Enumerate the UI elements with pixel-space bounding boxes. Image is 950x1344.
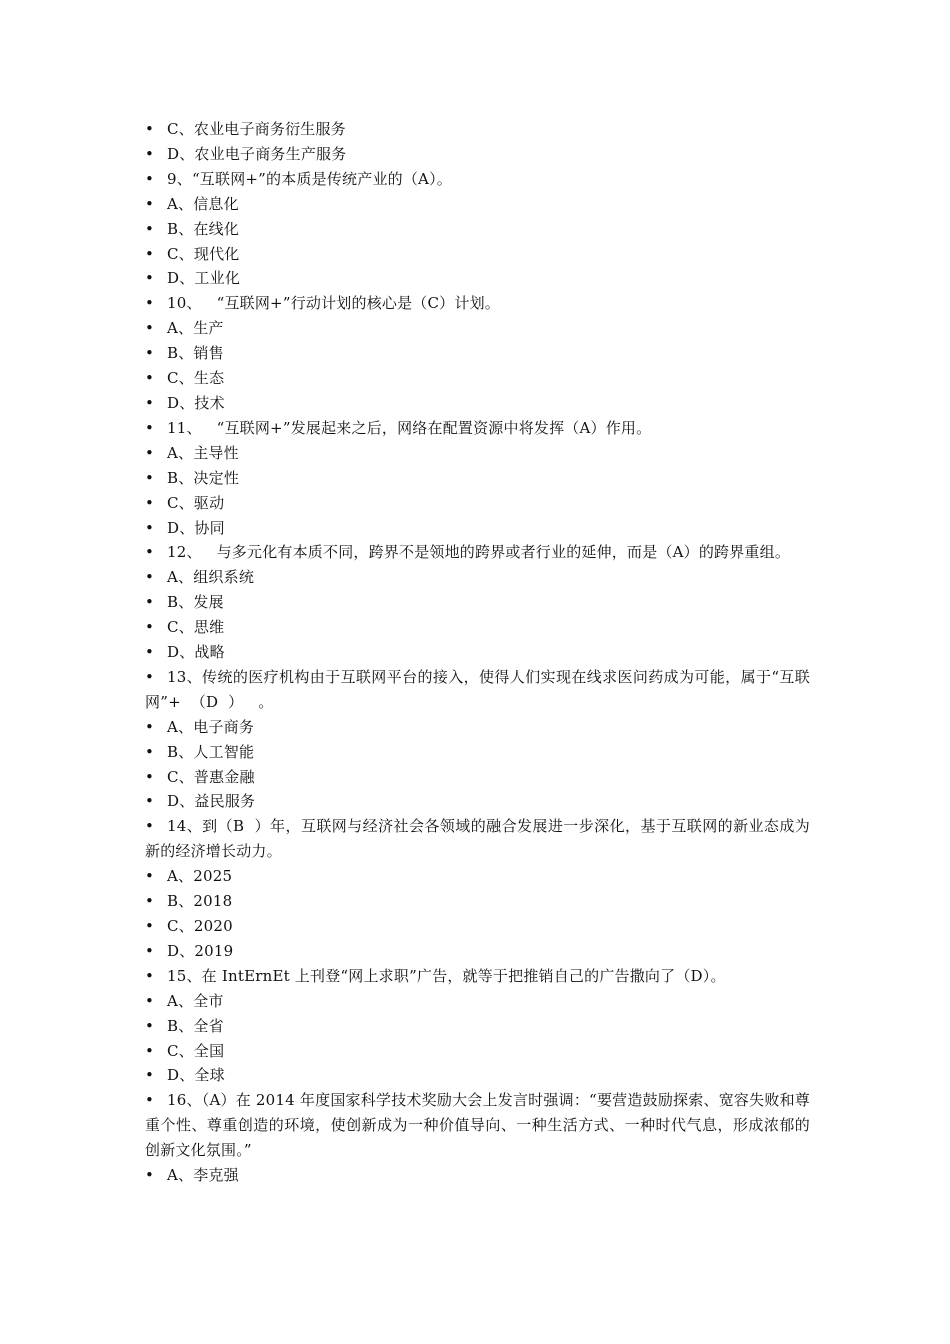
list-item: • B、在线化 xyxy=(145,217,810,242)
list-item: • D、战略 xyxy=(145,640,810,665)
list-item: • B、2018 xyxy=(145,889,810,914)
list-item: • A、全市 xyxy=(145,989,810,1014)
bullet-icon: • xyxy=(145,618,155,637)
bullet-icon: • xyxy=(145,393,155,412)
bullet-icon: • xyxy=(145,443,155,462)
list-item: • C、驱动 xyxy=(145,491,810,516)
bullet-icon: • xyxy=(145,1166,155,1185)
list-item: • C、普惠金融 xyxy=(145,765,810,790)
list-item: • 14、到（B ）年，互联网与经济社会各领域的融合发展进一步深化，基于互联网的新业态成为新的经济增长动力。 xyxy=(145,814,810,864)
bullet-icon: • xyxy=(145,144,155,163)
bullet-icon: • xyxy=(145,344,155,363)
list-item: • 15、在 IntErnEt 上刊登“网上求职”广告，就等于把推销自己的广告撒向了（D）。 xyxy=(145,964,810,989)
bullet-icon: • xyxy=(145,169,155,188)
bullet-icon: • xyxy=(145,369,155,388)
list-item: • 10、 “互联网+”行动计划的核心是（C）计划。 xyxy=(145,291,810,316)
bullet-icon: • xyxy=(145,518,155,537)
bullet-icon: • xyxy=(145,867,155,886)
bullet-icon: • xyxy=(145,966,155,985)
bullet-icon: • xyxy=(145,418,155,437)
bullet-icon: • xyxy=(145,194,155,213)
bullet-icon: • xyxy=(145,991,155,1010)
bullet-icon: • xyxy=(145,1091,155,1110)
list-item: • B、人工智能 xyxy=(145,740,810,765)
bullet-icon: • xyxy=(145,1066,155,1085)
bullet-icon: • xyxy=(145,667,155,686)
list-item: • 16、（A）在 2014 年度国家科学技术奖励大会上发言时强调：“要营造鼓励探索、宽容失败和尊重个性、尊重创造的环境，使创新成为一种价值导向、一种生活方式、一种时代气息，形成浓郁的创新文化氛围。” xyxy=(145,1088,810,1163)
bullet-icon: • xyxy=(145,767,155,786)
list-item: • 13、传统的医疗机构由于互联网平台的接入，使得人们实现在线求医问药成为可能，属于“互联网”+ （D ） 。 xyxy=(145,665,810,715)
bullet-icon: • xyxy=(145,294,155,313)
bullet-icon: • xyxy=(145,568,155,587)
list-item: • A、主导性 xyxy=(145,441,810,466)
bullet-icon: • xyxy=(145,319,155,338)
list-item: • C、全国 xyxy=(145,1039,810,1064)
bullet-icon: • xyxy=(145,269,155,288)
list-item: • 9、“互联网+”的本质是传统产业的（A）。 xyxy=(145,167,810,192)
list-item: • D、益民服务 xyxy=(145,789,810,814)
bullet-icon: • xyxy=(145,917,155,935)
bullet-icon: • xyxy=(145,742,155,761)
list-item: • D、技术 xyxy=(145,391,810,416)
bullet-icon: • xyxy=(145,219,155,238)
list-item: • C、思维 xyxy=(145,615,810,640)
list-item: • D、全球 xyxy=(145,1063,810,1088)
list-item: • B、全省 xyxy=(145,1014,810,1039)
list-item: • D、协同 xyxy=(145,516,810,541)
bullet-icon: • xyxy=(145,468,155,487)
list-item: • A、组织系统 xyxy=(145,565,810,590)
list-item: • B、决定性 xyxy=(145,466,810,491)
bullet-icon: • xyxy=(145,244,155,263)
bullet-icon: • xyxy=(145,493,155,512)
bullet-icon: • xyxy=(145,941,155,960)
bullet-icon: • xyxy=(145,1041,155,1060)
bullet-icon: • xyxy=(145,543,155,562)
bullet-icon: • xyxy=(145,1016,155,1035)
list-item: • C、现代化 xyxy=(145,242,810,267)
list-item: • D、2019 xyxy=(145,939,810,964)
list-item: • D、工业化 xyxy=(145,266,810,291)
bullet-icon: • xyxy=(145,643,155,662)
bullet-icon: • xyxy=(145,817,155,836)
list-item: • C、农业电子商务衍生服务 xyxy=(145,117,810,142)
bullet-icon: • xyxy=(145,892,155,911)
bullet-icon: • xyxy=(145,120,155,138)
list-item: • A、2025 xyxy=(145,864,810,889)
list-item: • 12、 与多元化有本质不同，跨界不是领地的跨界或者行业的延伸，而是（A）的跨界重组。 xyxy=(145,540,810,565)
bullet-icon: • xyxy=(145,593,155,612)
list-item: • A、李克强 xyxy=(145,1163,810,1188)
bullet-icon: • xyxy=(145,792,155,811)
list-item: • A、电子商务 xyxy=(145,715,810,740)
list-item: • A、生产 xyxy=(145,316,810,341)
list-item: • 11、 “互联网+”发展起来之后，网络在配置资源中将发挥（A）作用。 xyxy=(145,416,810,441)
list-item: • B、销售 xyxy=(145,341,810,366)
list-item: • A、信息化 xyxy=(145,192,810,217)
list-item: • D、农业电子商务生产服务 xyxy=(145,142,810,167)
question-list xyxy=(145,117,810,1188)
list-item: • B、发展 xyxy=(145,590,810,615)
bullet-icon: • xyxy=(145,717,155,736)
list-item: • C、2020 xyxy=(145,914,810,939)
list-item: • C、生态 xyxy=(145,366,810,391)
